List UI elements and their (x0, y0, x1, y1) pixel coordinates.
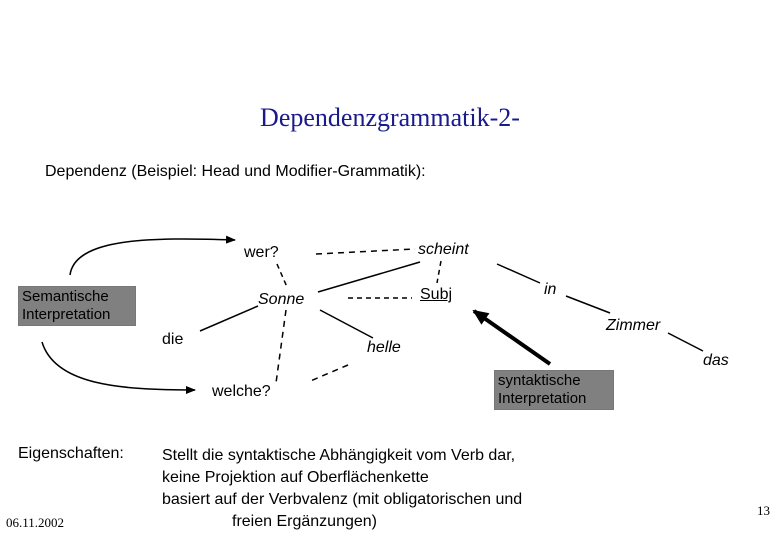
arrow-syntactic-to-subj (474, 311, 550, 364)
semantic-interpretation-box: Semantische Interpretation (18, 286, 136, 326)
line-scheint-in (497, 264, 540, 283)
page-number: 13 (757, 503, 770, 518)
dash-helle-welche (308, 365, 348, 382)
line-sonne-die (200, 306, 258, 331)
node-welche: welche? (212, 383, 271, 400)
node-sonne: Sonne (258, 291, 305, 308)
node-helle: helle (367, 339, 401, 356)
dash-wer-scheint (316, 249, 415, 254)
page-title: Dependenzgrammatik-2- (260, 103, 520, 132)
dash-scheint-subj (437, 261, 441, 283)
properties-label: Eigenschaften: (18, 445, 124, 462)
footer-date: 06.11.2002 (6, 515, 65, 530)
node-in: in (544, 281, 557, 298)
dash-sonne-welche (276, 310, 286, 383)
syntactic-interpretation-box: syntaktische Interpretation (494, 370, 614, 410)
node-die: die (162, 331, 184, 348)
subtitle: Dependenz (Beispiel: Head und Modifier-Grammatik): (45, 163, 426, 180)
properties-text (162, 445, 522, 533)
line-in-zimmer (566, 296, 610, 313)
line-scheint-sonne (318, 262, 420, 292)
node-wer: wer? (244, 244, 279, 261)
arrow-semantic-to-welche (42, 342, 195, 390)
properties-line: basiert auf der Verbvalenz (mit obligatorischen und (162, 491, 523, 508)
line-zimmer-das (668, 333, 703, 351)
node-scheint: scheint (418, 241, 469, 258)
arrow-semantic-to-wer (70, 239, 235, 275)
line-sonne-helle (320, 310, 373, 338)
dash-wer-sonne (277, 264, 287, 287)
properties-line: keine Projektion auf Oberflächenkette (162, 469, 429, 486)
properties-line: Stellt die syntaktische Abhängigkeit vom Verb dar, (162, 447, 516, 464)
node-zimmer: Zimmer (606, 317, 661, 334)
node-das: das (703, 352, 729, 369)
node-subj: Subj (420, 286, 453, 303)
properties-line: freien Ergänzungen) (232, 513, 377, 530)
